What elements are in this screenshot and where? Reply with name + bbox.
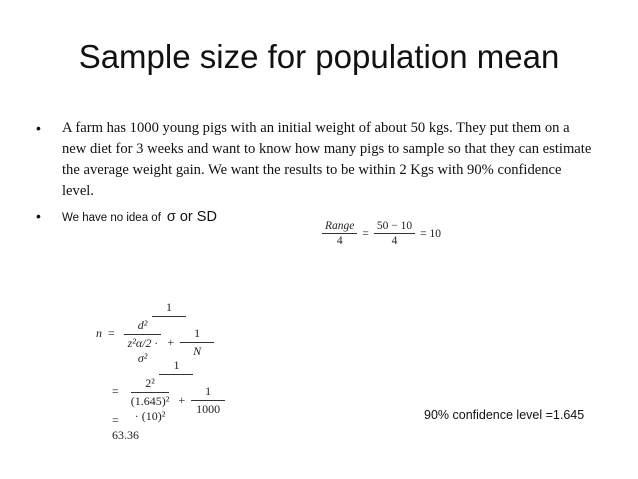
one-numerator: 1	[191, 384, 225, 401]
equals-sign: =	[108, 325, 115, 340]
z-value-sigma-value: (1.645)² · (10)²	[130, 394, 170, 423]
value-numerator: 50 − 10	[374, 220, 415, 234]
general-fraction	[121, 300, 217, 366]
one-over-1000	[191, 384, 225, 417]
value-fraction	[374, 220, 415, 247]
n-variable: n	[96, 325, 102, 340]
range-formula	[322, 220, 441, 247]
substituted-numerator: 1	[159, 358, 193, 375]
sample-size-result: = 63.36	[112, 413, 139, 442]
plus-sign: +	[178, 392, 186, 407]
bullet-no-sd	[36, 208, 296, 226]
d-squared: d²	[124, 318, 162, 335]
equals-sign: =	[112, 383, 119, 398]
substituted-denominator	[125, 375, 228, 424]
general-numerator: 1	[152, 300, 186, 317]
formula-step-general	[96, 300, 217, 366]
range-result: = 10	[420, 227, 442, 240]
plus-sign: +	[167, 334, 175, 349]
substituted-fraction	[125, 358, 228, 424]
one-over-n	[180, 326, 214, 359]
equals-sign: =	[362, 227, 369, 240]
slide-title: Sample size for population mean	[78, 38, 560, 75]
sigma-sd-label: σ or SD	[166, 209, 217, 225]
range-fraction	[322, 220, 357, 247]
bullet-problem-statement	[36, 118, 596, 202]
bullet-text: We have no idea of	[62, 212, 161, 224]
population-n: N	[193, 343, 202, 358]
population-1000: 1000	[196, 401, 221, 416]
confidence-level-note: 90% confidence level =1.645	[424, 408, 585, 422]
value-denominator: 4	[391, 235, 398, 247]
bullet-text: A farm has 1000 young pigs with an initial weight of about 50 kgs. They put them on a new diet for 3 weeks and want to know how many pigs to sample so that they can estimate the average weight gain. We want the results to be within 2 Kgs with 90% confidence level.	[62, 120, 592, 199]
z-sigma-squared: z²α/2 · σ²	[127, 336, 158, 365]
formula-result	[112, 413, 139, 443]
bullet-marker: •	[36, 208, 41, 224]
range-numerator: Range	[322, 220, 357, 234]
one-numerator: 1	[180, 326, 214, 343]
range-denominator: 4	[336, 235, 343, 247]
bullet-marker: •	[36, 120, 41, 136]
two-squared: 2²	[131, 376, 169, 393]
